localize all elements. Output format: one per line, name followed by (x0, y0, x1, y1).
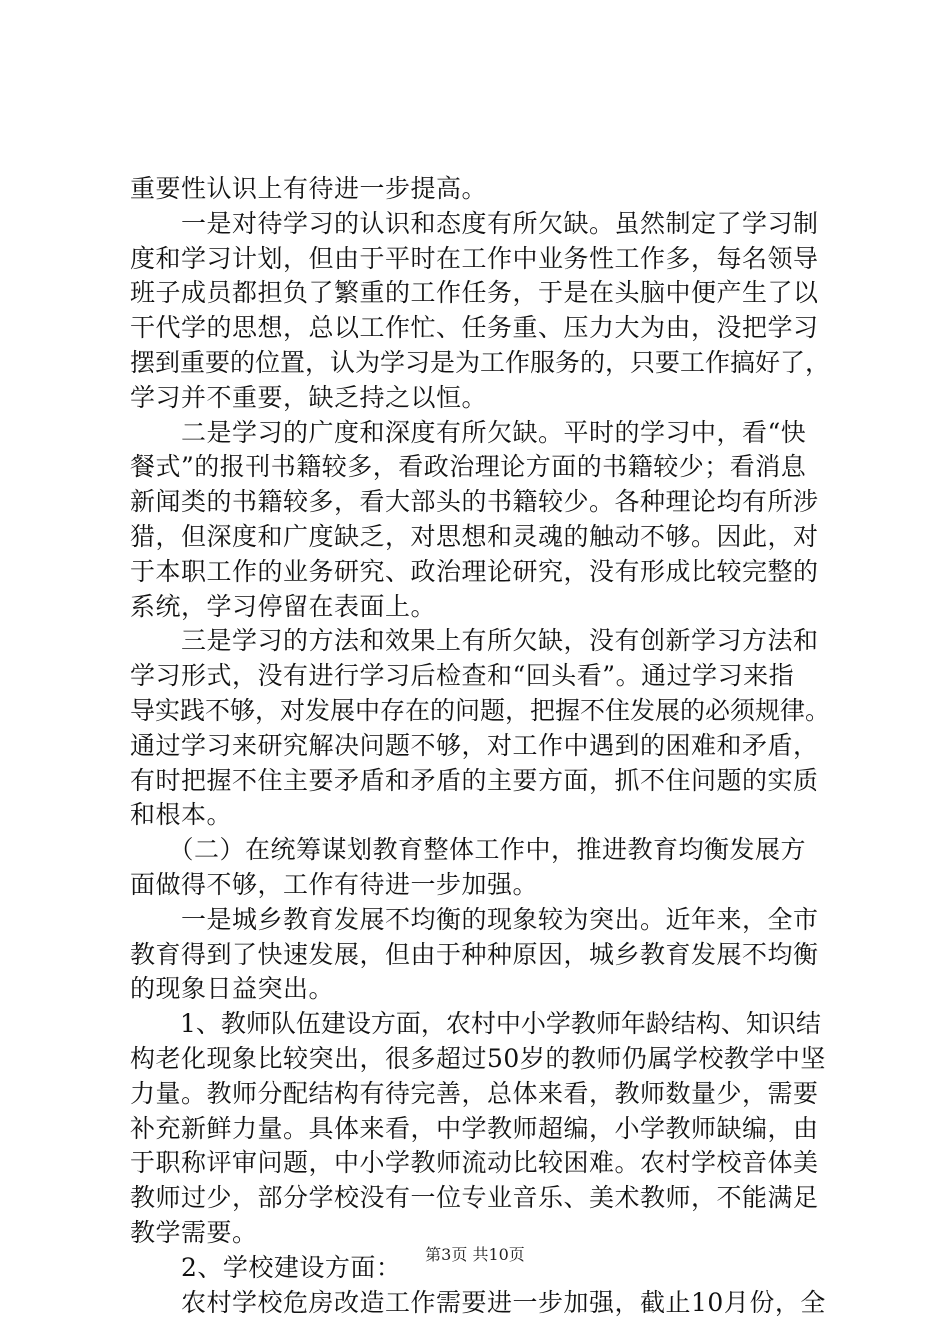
text-line: 通过学习来研究解决问题不够，对工作中遇到的困难和矛盾， (130, 730, 819, 760)
text-line: 猎，但深度和广度缺乏，对思想和灵魂的触动不够。因此，对 (130, 521, 819, 551)
text-line: 一是对待学习的认识和态度有所欠缺。虽然制定了学习制 (130, 208, 819, 238)
text-line: 构老化现象比较突出，很多超过50岁的教师仍属学校教学中坚 (130, 1043, 826, 1073)
text-line: 二是学习的广度和深度有所欠缺。平时的学习中，看“快 (130, 417, 807, 447)
text-line: 干代学的思想，总以工作忙、任务重、压力大为由，没把学习 (130, 313, 819, 343)
text-line: 教育得到了快速发展，但由于种种原因，城乡教育发展不均衡 (130, 939, 819, 969)
text-line: 于职称评审问题，中小学教师流动比较困难。农村学校音体美 (130, 1148, 819, 1178)
text-line: 学习并不重要，缺乏持之以恒。 (130, 382, 488, 412)
text-line: 一是城乡教育发展不均衡的现象较为突出。近年来，全市 (130, 904, 819, 934)
text-line: 新闻类的书籍较多，看大部头的书籍较少。各种理论均有所涉 (130, 487, 819, 517)
text-line: 教师过少，部分学校没有一位专业音乐、美术教师，不能满足 (130, 1183, 819, 1213)
text-line: 重要性认识上有待进一步提高。 (130, 174, 488, 203)
document-body (130, 172, 830, 1320)
text-line: 班子成员都担负了繁重的工作任务，于是在头脑中便产生了以 (130, 278, 819, 308)
text-line: 的现象日益突出。 (130, 974, 335, 1004)
text-line: 面做得不够，工作有待进一步加强。 (130, 869, 539, 899)
text-line: （二）在统筹谋划教育整体工作中，推进教育均衡发展方 (130, 835, 807, 865)
text-line: 度和学习计划，但由于平时在工作中业务性工作多，每名领导 (130, 243, 819, 273)
text-line: 和根本。 (130, 800, 233, 830)
text-line: 摆到重要的位置，认为学习是为工作服务的，只要工作搞好了， (130, 347, 831, 377)
text-line: 农村学校危房改造工作需要进一步加强，截止10月份，全 (130, 1287, 826, 1317)
text-line: 补充新鲜力量。具体来看，中学教师超编，小学教师缺编，由 (130, 1113, 819, 1143)
text-line: 导实践不够，对发展中存在的问题，把握不住发展的必须规律。 (130, 695, 831, 725)
text-line: 三是学习的方法和效果上有所欠缺，没有创新学习方法和 (130, 626, 819, 656)
text-line: 餐式”的报刊书籍较多，看政治理论方面的书籍较少；看消息 (130, 452, 807, 482)
text-line: 有时把握不住主要矛盾和矛盾的主要方面，抓不住问题的实质 (130, 765, 819, 795)
text-line: 2、学校建设方面： (130, 1252, 402, 1282)
text-line: 教学需要。 (130, 1217, 258, 1247)
text-line: 力量。教师分配结构有待完善，总体来看，教师数量少，需要 (130, 1078, 819, 1108)
text-line: 于本职工作的业务研究、政治理论研究，没有形成比较完整的 (130, 556, 819, 586)
text-line: 1、教师队伍建设方面，农村中小学教师年龄结构、知识结 (130, 1009, 821, 1039)
page-number-footer: 第3页 共10页 (425, 1245, 525, 1264)
text-line: 学习形式，没有进行学习后检查和“回头看”。通过学习来指 (130, 661, 795, 691)
text-line: 系统，学习停留在表面上。 (130, 591, 437, 621)
